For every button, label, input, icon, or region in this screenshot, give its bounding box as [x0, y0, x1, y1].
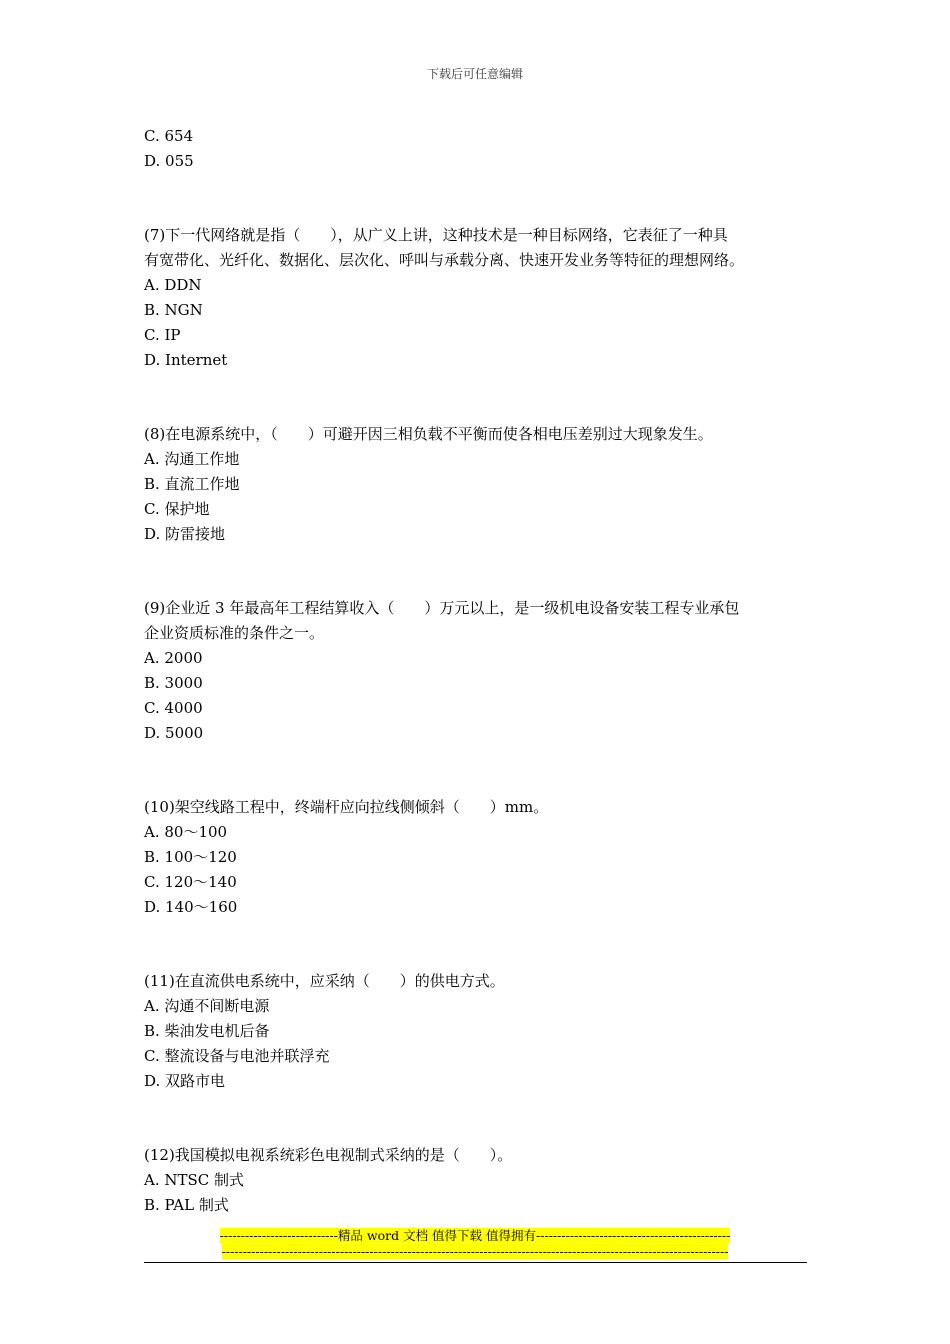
question-9: [144, 596, 808, 746]
option-c: C. IP: [144, 326, 181, 344]
question-stem: (12)我国模拟电视系统彩色电视制式采纳的是（ ）。: [144, 1146, 513, 1164]
option-c: C. 654: [144, 127, 194, 145]
option-d: D. 5000: [144, 724, 204, 742]
option-c: C. 整流设备与电池并联浮充: [144, 1047, 330, 1065]
option-b: B. 100～120: [144, 848, 237, 866]
question-stem: (9)企业近 3 年最高年工程结算收入（ ）万元以上，是一级机电设备安装工程专业承包: [144, 599, 740, 617]
option-a: A. DDN: [144, 276, 202, 294]
option-b: B. PAL 制式: [144, 1196, 229, 1214]
option-b: B. NGN: [144, 301, 203, 319]
option-a: A. 沟通工作地: [144, 450, 240, 468]
option-d: D. Internet: [144, 351, 228, 369]
option-a: A. 沟通不间断电源: [144, 997, 270, 1015]
question-stem: 企业资质标准的条件之一。: [144, 624, 325, 642]
question-11: [144, 969, 808, 1094]
question-stem: 有宽带化、光纤化、数据化、层次化、呼叫与承载分离、快速开发业务等特征的理想网络。: [144, 251, 745, 269]
footer-banner-text: ----------------------------精品 word 文档 值得下载 值得拥有----------------------------------------------: [219, 1228, 731, 1243]
option-c: C. 120～140: [144, 873, 237, 891]
document-body: [144, 124, 808, 1218]
option-c: C. 保护地: [144, 500, 210, 518]
option-b: B. 直流工作地: [144, 475, 240, 493]
question-10: [144, 795, 808, 920]
option-d: D. 防雷接地: [144, 525, 226, 543]
option-d: D. 055: [144, 152, 194, 170]
question-12: [144, 1143, 808, 1218]
option-d: D. 双路市电: [144, 1072, 226, 1090]
question-stem: (11)在直流供电系统中，应采纳（ ）的供电方式。: [144, 972, 505, 990]
option-a: A. 2000: [144, 649, 203, 667]
previous-question-options: [144, 124, 808, 174]
option-c: C. 4000: [144, 699, 203, 717]
footer-banner-line: [0, 1228, 950, 1244]
option-b: B. 3000: [144, 674, 203, 692]
footer-dash-line: [0, 1244, 950, 1260]
question-stem: (10)架空线路工程中，终端杆应向拉线侧倾斜（ ）mm。: [144, 798, 549, 816]
footer-divider: [144, 1262, 807, 1263]
page-footer: [0, 1228, 950, 1260]
footer-dash-text: ------------------------------------------------------------------------------------------------------------------------: [221, 1244, 729, 1259]
page-header: 下载后可任意编辑: [426, 67, 523, 81]
option-b: B. 柴油发电机后备: [144, 1022, 270, 1040]
option-a: A. NTSC 制式: [144, 1171, 245, 1189]
question-8: [144, 422, 808, 547]
question-stem: (7)下一代网络就是指（ ），从广义上讲，这种技术是一种目标网络，它表征了一种具: [144, 226, 728, 244]
question-stem: (8)在电源系统中，（ ）可避开因三相负载不平衡而使各相电压差别过大现象发生。: [144, 425, 713, 443]
option-a: A. 80～100: [144, 823, 228, 841]
option-d: D. 140～160: [144, 898, 238, 916]
question-7: [144, 223, 808, 373]
